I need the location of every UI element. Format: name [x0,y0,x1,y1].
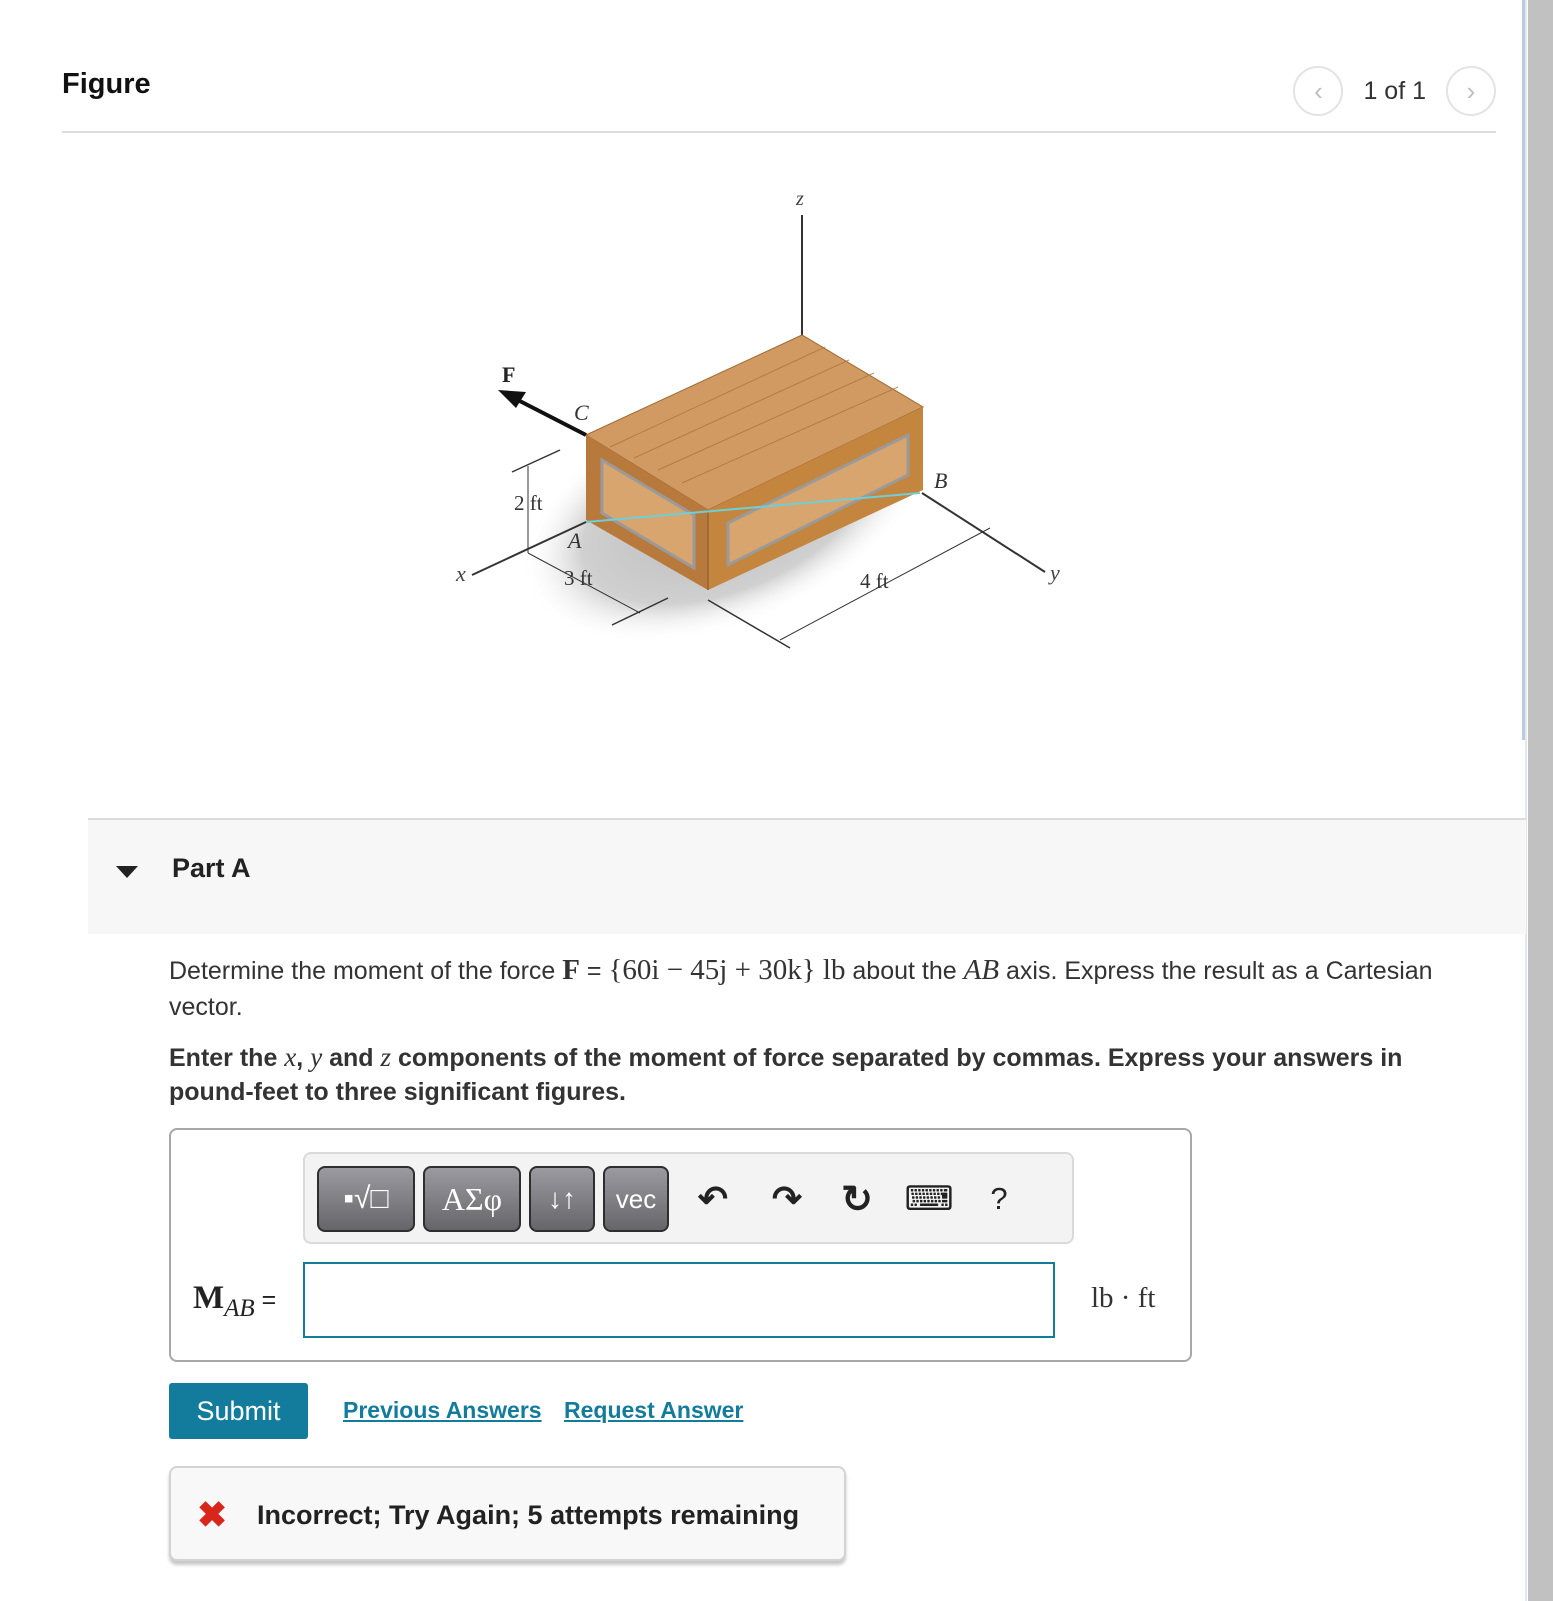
chevron-left-icon: ‹ [1314,75,1323,106]
submit-button[interactable]: Submit [169,1383,308,1439]
instr-pre: Enter the [169,1044,285,1072]
point-b-label: B [934,468,948,493]
feedback-box [169,1466,846,1561]
equals-sign: = [579,957,609,985]
help-icon: ? [990,1181,1008,1216]
undo-button[interactable] [693,1176,733,1222]
point-c-label: C [574,400,589,425]
part-title: Part A [172,853,251,883]
figure-pager [1293,66,1496,116]
crate-diagram-svg [440,170,1100,650]
moment-symbol: M [193,1280,225,1316]
question-mid: about the [845,957,964,985]
templates-button[interactable] [317,1166,415,1232]
scrollbar[interactable] [1528,0,1553,1601]
dim-width-label: 3 ft [564,566,593,590]
chevron-right-icon: › [1466,75,1476,106]
arrows-icon: ↓↑ [548,1183,576,1214]
instr-sep1: , [296,1044,311,1072]
z-symbol: z [380,1042,392,1072]
feedback-text: Incorrect; Try Again; 5 attempts remaining [257,1500,800,1530]
figure-title: Figure [62,68,151,100]
panel-divider [1525,0,1527,1601]
keyboard-button[interactable] [904,1176,954,1222]
next-figure-button[interactable] [1446,66,1496,116]
part-a-header[interactable] [88,818,1526,934]
force-unit: lb [815,954,846,986]
instr-post: components of the moment of force separated by commas. Express your answers in pound-feet to three significant figures. [169,1044,1403,1106]
pager-count: 1 of 1 [1363,76,1426,105]
previous-answers-link[interactable]: Previous Answers [343,1397,542,1423]
y-symbol: y [310,1042,323,1072]
request-answer-link[interactable]: Request Answer [564,1397,744,1423]
y-axis [922,493,1045,572]
redo-icon: ↷ [771,1178,803,1219]
panel-resize-handle[interactable] [1522,0,1525,740]
moment-equals: = [254,1286,277,1314]
unit-label: lb · ft [1091,1282,1156,1314]
x-axis-label: x [456,561,466,586]
math-toolbar [303,1152,1074,1244]
reset-icon: ↻ [841,1178,873,1221]
moment-subscript: AB [224,1295,255,1322]
reset-button[interactable] [837,1176,877,1222]
y-axis-label: y [1050,560,1060,585]
question-post: axis. Express the result as a Cartesian vector. [169,957,1433,1021]
keyboard-icon: ⌨ [904,1180,954,1218]
caret-down-icon[interactable] [116,866,138,878]
vec-label: vec [615,1183,657,1214]
undo-icon: ↶ [697,1178,729,1219]
force-symbol: F [562,954,580,986]
greek-label: ΑΣφ [441,1180,503,1217]
crate-diagram [440,170,1100,650]
answer-box [169,1128,1192,1362]
answer-instructions [169,1040,1489,1109]
z-axis-label: z [796,188,804,210]
instr-sep2: and [322,1044,381,1072]
moment-label [193,1278,277,1322]
vector-button[interactable] [603,1166,669,1232]
prev-figure-button[interactable] [1293,66,1343,116]
moment-answer-input[interactable] [303,1262,1055,1338]
force-label: F [502,362,516,387]
redo-button[interactable] [767,1176,807,1222]
arrows-button[interactable] [529,1166,595,1232]
question-pre: Determine the moment of the force [169,957,563,985]
dim-height-label: 2 ft [514,491,543,515]
x-symbol: x [284,1042,297,1072]
figure-header [62,60,1496,133]
point-a-label: A [568,528,582,553]
incorrect-x-icon: ✖ [197,1494,228,1535]
help-button[interactable] [981,1176,1017,1222]
dim-length-label: 4 ft [860,569,889,593]
axis-symbol: AB [963,954,1000,986]
question-text [169,952,1489,1025]
greek-symbols-button[interactable] [423,1166,521,1232]
force-vector: {60i − 45j + 30k} [608,954,816,986]
templates-icon: ▪√□ [343,1182,389,1215]
